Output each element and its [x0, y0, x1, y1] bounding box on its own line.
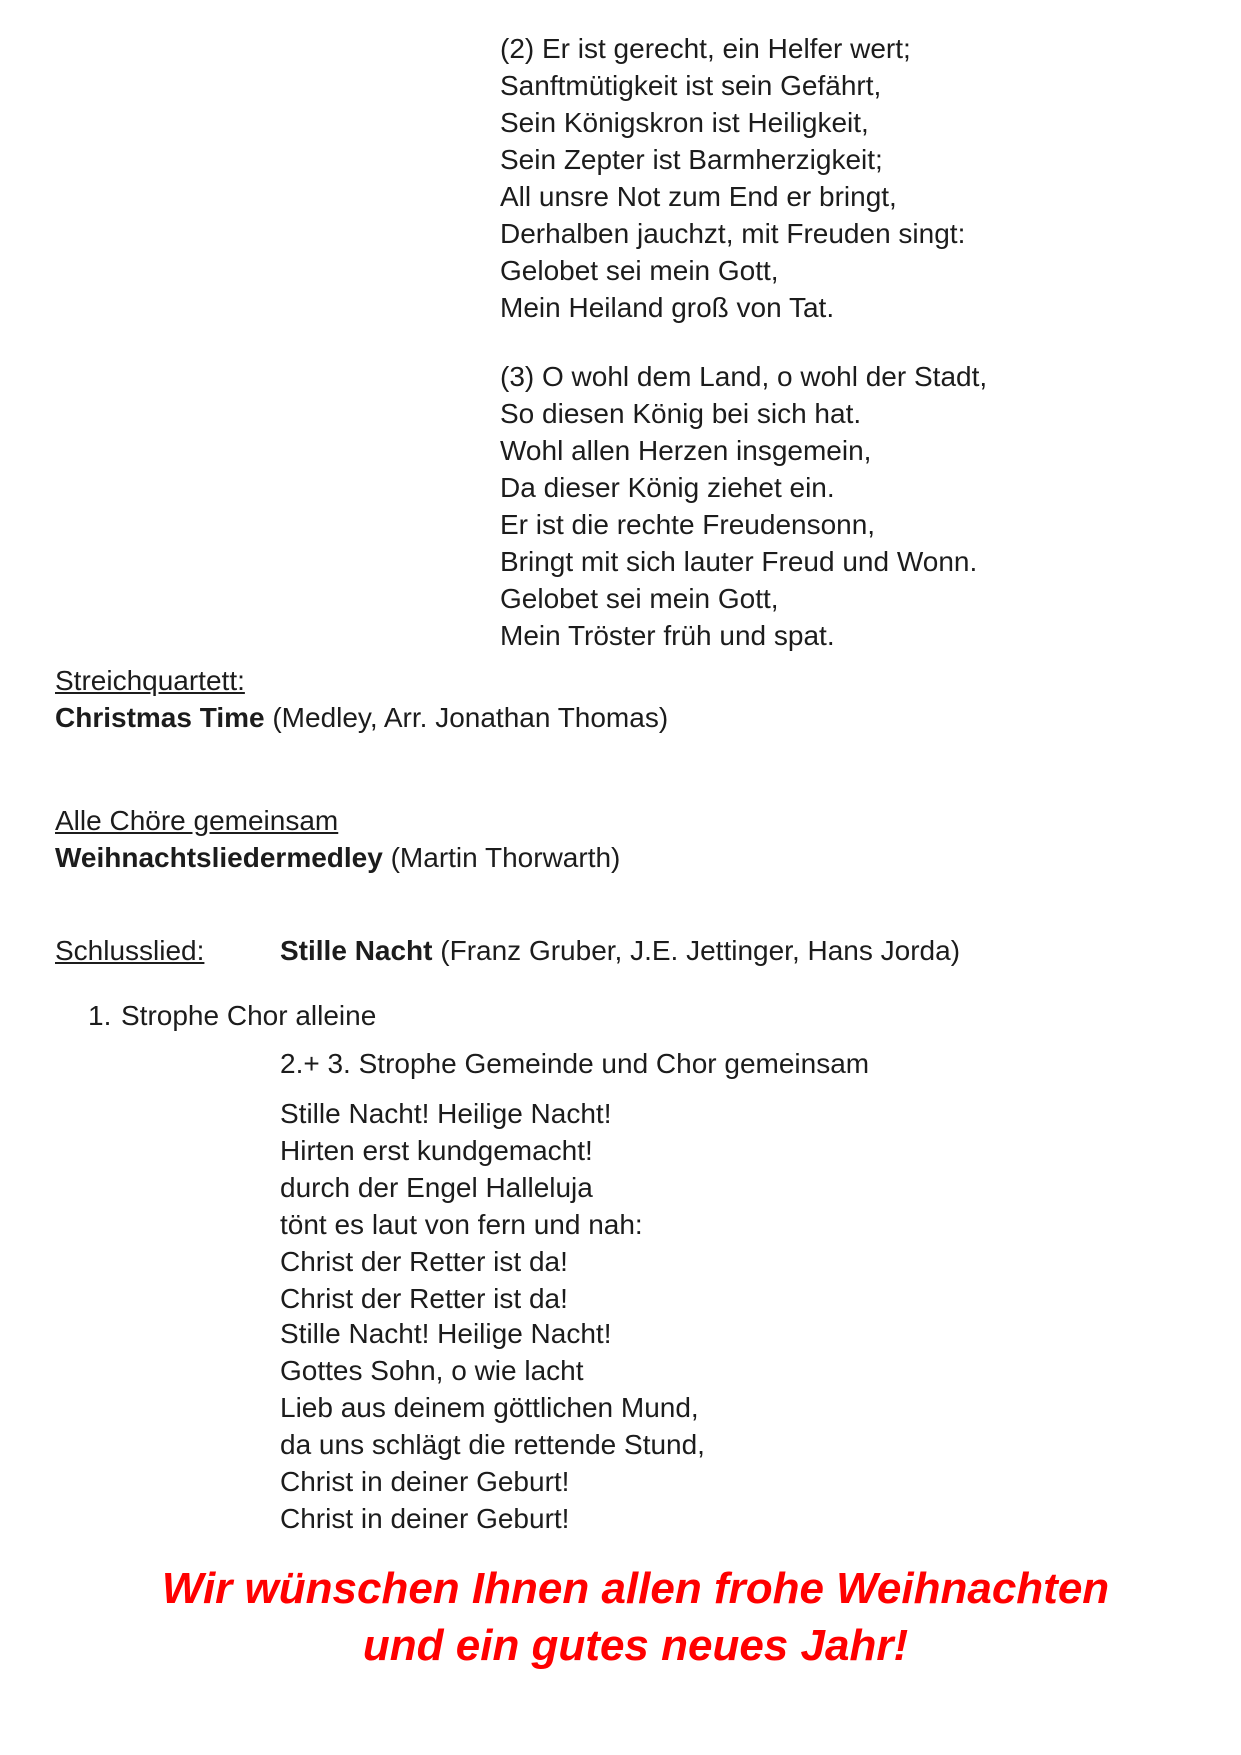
- section-string-quartet: [55, 662, 668, 736]
- piece-line: [280, 932, 960, 969]
- verse-line: (3) O wohl dem Land, o wohl der Stadt,: [500, 361, 988, 392]
- verse-line: Gelobet sei mein Gott,: [500, 583, 779, 614]
- note-number: 1.: [88, 1000, 112, 1031]
- verse-line: Derhalben jauchzt, mit Freuden singt:: [500, 218, 966, 249]
- piece-line: [55, 839, 620, 876]
- section-closing-song: [55, 932, 960, 969]
- section-all-choirs: [55, 802, 620, 876]
- stille-nacht-stanza-2: [280, 1315, 705, 1537]
- verse-line: Da dieser König ziehet ein.: [500, 472, 835, 503]
- verse-line: Mein Tröster früh und spat.: [500, 620, 835, 651]
- lyric-line: Christ der Retter ist da!: [280, 1246, 568, 1277]
- stille-nacht-stanza-1: [280, 1095, 643, 1317]
- verse-line: Gelobet sei mein Gott,: [500, 255, 779, 286]
- lyric-line: Christ in deiner Geburt!: [280, 1503, 570, 1534]
- lyric-line: tönt es laut von fern und nah:: [280, 1209, 643, 1240]
- hymn-verses: [500, 30, 987, 654]
- lyric-line: Hirten erst kundgemacht!: [280, 1135, 593, 1166]
- verse-line: Sein Zepter ist Barmherzigkeit;: [500, 144, 883, 175]
- piece-credit: (Medley, Arr. Jonathan Thomas): [264, 702, 669, 733]
- piece-credit: (Franz Gruber, J.E. Jettinger, Hans Jorda): [432, 935, 961, 966]
- piece-title: Stille Nacht: [280, 935, 433, 966]
- section-heading: Streichquartett:: [55, 665, 245, 696]
- section-heading: Schlusslied:: [55, 935, 205, 966]
- piece-title: Christmas Time: [55, 702, 265, 733]
- verse-gap: [500, 326, 987, 358]
- lyric-line: durch der Engel Halleluja: [280, 1172, 593, 1203]
- lyric-line: Christ in deiner Geburt!: [280, 1466, 570, 1497]
- piece-title: Weihnachtsliedermedley: [55, 842, 383, 873]
- verse-line: So diesen König bei sich hat.: [500, 398, 862, 429]
- lyric-line: Christ der Retter ist da!: [280, 1283, 568, 1314]
- closing-song-heading-cell: [55, 932, 280, 969]
- lyric-line: Lieb aus deinem göttlichen Mund,: [280, 1392, 699, 1423]
- piece-credit: (Martin Thorwarth): [382, 842, 621, 873]
- closing-message-line-1: Wir wünschen Ihnen allen frohe Weihnachten: [161, 1564, 1110, 1613]
- performance-note-1: [88, 997, 376, 1034]
- verse-line: All unsre Not zum End er bringt,: [500, 181, 897, 212]
- piece-line: [55, 699, 668, 736]
- lyric-line: Gottes Sohn, o wie lacht: [280, 1355, 584, 1386]
- closing-message: [0, 1560, 1241, 1674]
- verse-line: Er ist die rechte Freudensonn,: [500, 509, 876, 540]
- hymn-verse-3: [500, 358, 987, 654]
- closing-message-line-2: und ein gutes neues Jahr!: [362, 1621, 909, 1670]
- verse-line: Sanftmütigkeit ist sein Gefährt,: [500, 70, 882, 101]
- verse-line: Mein Heiland groß von Tat.: [500, 292, 835, 323]
- lyric-line: Stille Nacht! Heilige Nacht!: [280, 1098, 612, 1129]
- lyric-line: da uns schlägt die rettende Stund,: [280, 1429, 705, 1460]
- verse-line: Bringt mit sich lauter Freud und Wonn.: [500, 546, 978, 577]
- verse-line: Wohl allen Herzen insgemein,: [500, 435, 872, 466]
- section-heading: Alle Chöre gemeinsam: [55, 805, 339, 836]
- lyric-line: Stille Nacht! Heilige Nacht!: [280, 1318, 612, 1349]
- verse-line: Sein Königskron ist Heiligkeit,: [500, 107, 869, 138]
- hymn-verse-2: [500, 30, 987, 326]
- note-text: Strophe Chor alleine: [121, 1000, 377, 1031]
- verse-line: (2) Er ist gerecht, ein Helfer wert;: [500, 33, 911, 64]
- performance-note-2: 2.+ 3. Strophe Gemeinde und Chor gemeinsam: [280, 1048, 870, 1079]
